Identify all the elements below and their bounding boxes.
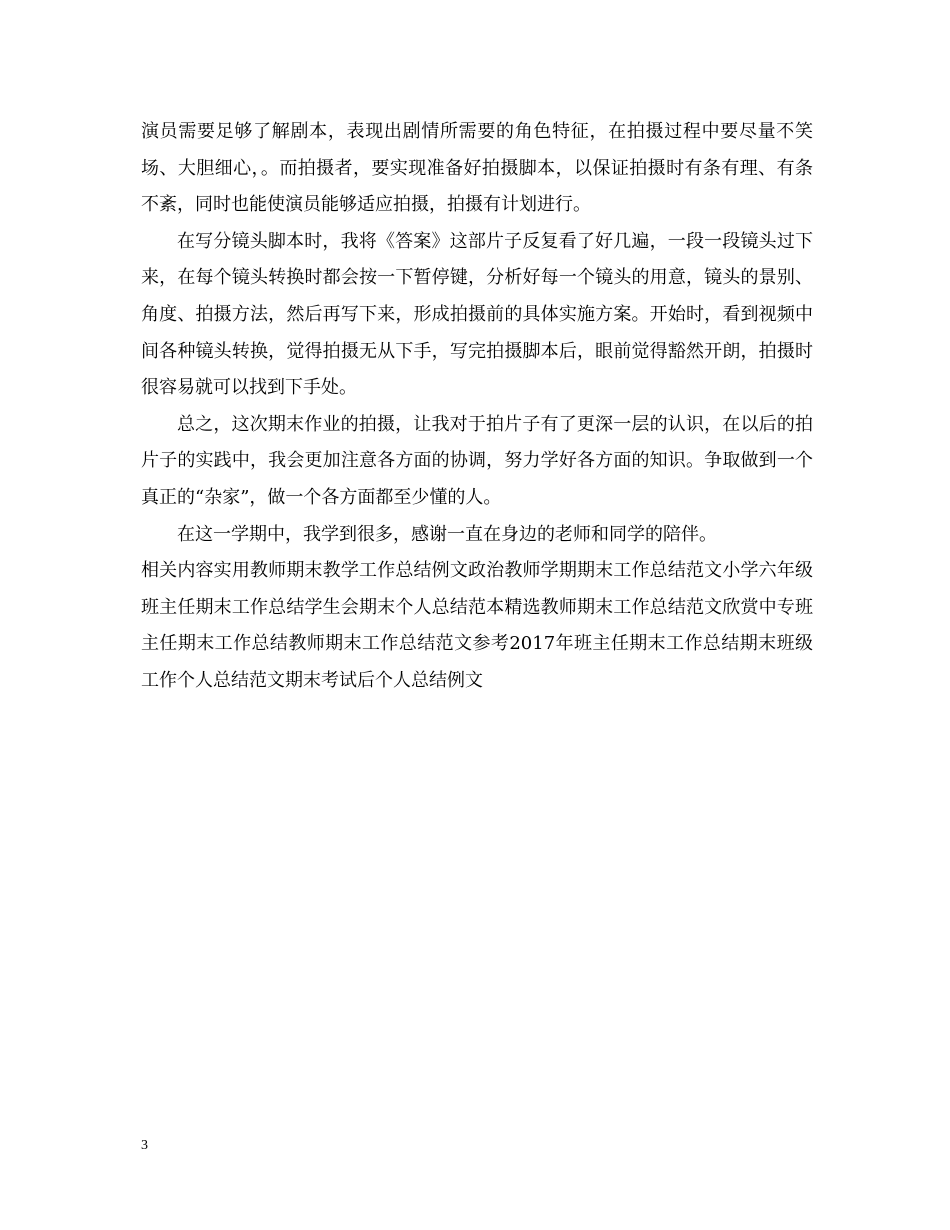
related-content: 相关内容实用教师期末教学工作总结例文政治教师学期期末工作总结范文小学六年级班主任期末工作总结学生会期末个人总结范本精选教师期末工作总结范文欣赏中专班主任期末工作总结教师期末工作总结范文参考2017年班主任期末工作总结期末班级工作个人总结范文期末考试后个人总结例文 <box>141 560 813 691</box>
page-number: 3 <box>141 1138 148 1153</box>
paragraph-thanks: 在这一学期中，我学到很多，感谢一直在身边的老师和同学的陪伴。 <box>177 523 717 545</box>
document-body <box>141 114 813 700</box>
paragraph-storyboard: 在写分镜头脚本时，我将《答案》这部片子反复看了好几遍，一段一段镜头过下来，在每个镜头转换时都会按一下暂停键，分析好每一个镜头的用意，镜头的景别、角度、拍摄方法，然后再写下来，形成拍摄前的具体实施方案。开始时，看到视频中间各种镜头转换，觉得拍摄无从下手，写完拍摄脚本后，眼前觉得豁然开朗，拍摄时很容易就可以找到下手处。 <box>141 230 813 399</box>
paragraph-continued: 演员需要足够了解剧本，表现出剧情所需要的角色特征，在拍摄过程中要尽量不笑场、大胆细心，。而拍摄者，要实现准备好拍摄脚本，以保证拍摄时有条有理、有条不紊，同时也能使演员能够适应拍摄，拍摄有计划进行。 <box>141 121 813 216</box>
paragraph-summary: 总之，这次期末作业的拍摄，让我对于拍片子有了更深一层的认识，在以后的拍片子的实践中，我会更加注意各方面的协调，努力学好各方面的知识。争取做到一个真正的“杂家”，做一个各方面都至少懂的人。 <box>141 413 813 508</box>
